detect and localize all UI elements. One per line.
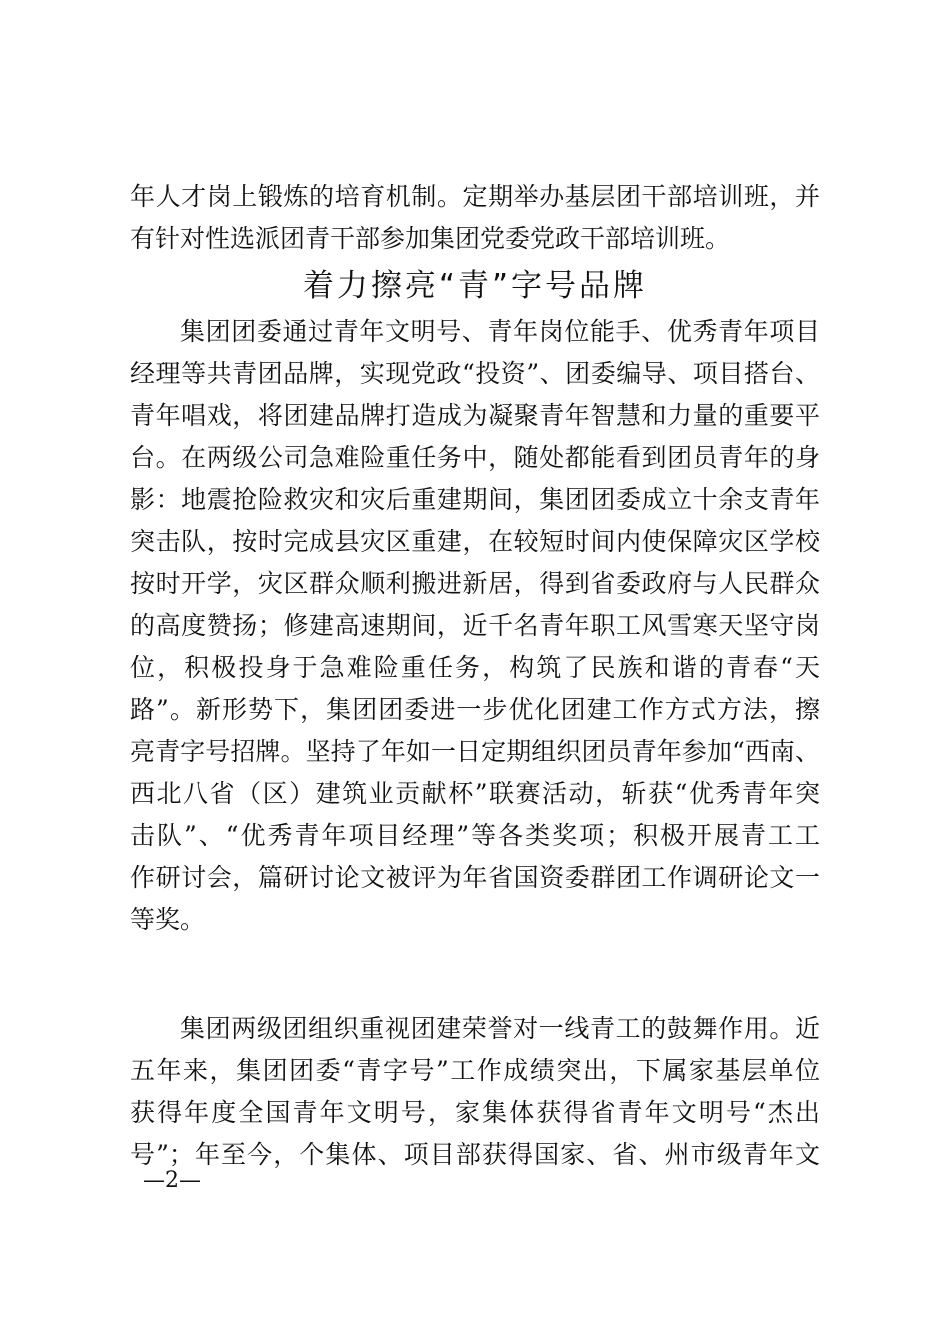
text-line: 击队”、“优秀青年项目经理”等各类奖项；积极开展青工工 xyxy=(130,821,820,850)
text-line: 经理等共青团品牌，实现党政“投资”、团委编导、项目搭台、 xyxy=(130,359,820,388)
text-line: 西北八省（区）建筑业贡献杯”联赛活动，斩获“优秀青年突 xyxy=(130,779,820,808)
text-line: 获得年度全国青年文明号，家集体获得省青年文明号“杰出 xyxy=(130,1098,820,1127)
text-line: 年人才岗上锻炼的培育机制。定期举办基层团干部培训班，并 xyxy=(130,182,820,211)
text-line: 突击队，按时完成县灾区重建，在较短时间内使保障灾区学校 xyxy=(130,527,820,556)
text-line: 路”。新形势下，集团团委进一步优化团建工作方式方法，擦 xyxy=(130,695,820,724)
section-heading: 着力擦亮“青”字号品牌 xyxy=(302,268,648,304)
text-line: 青年唱戏，将团建品牌打造成为凝聚青年智慧和力量的重要平 xyxy=(130,401,820,430)
text-line: 台。在两级公司急难险重任务中，随处都能看到团员青年的身 xyxy=(130,443,820,472)
text-line: 集团两级团组织重视团建荣誉对一线青工的鼓舞作用。近 xyxy=(180,1014,820,1043)
text-line: 亮青字号招牌。坚持了年如一日定期组织团员青年参加“西南、 xyxy=(130,737,820,766)
text-line: 作研讨会，篇研讨论文被评为年省国资委群团工作调研论文一 xyxy=(130,863,820,892)
text-line: 号”；年至今，个集体、项目部获得国家、省、州市级青年文 xyxy=(130,1140,820,1169)
text-line: 五年来，集团团委“青字号”工作成绩突出，下属家基层单位 xyxy=(130,1056,820,1085)
text-line: 有针对性选派团青干部参加集团党委党政干部培训班。 xyxy=(130,224,731,253)
text-line: 影：地震抢险救灾和灾后重建期间，集团团委成立十余支青年 xyxy=(130,485,820,514)
text-line: 的高度赞扬；修建高速期间，近千名青年职工风雪寒天坚守岗 xyxy=(130,611,820,640)
text-line: 集团团委通过青年文明号、青年岗位能手、优秀青年项目 xyxy=(180,317,820,346)
text-line: 位，积极投身于急难险重任务，构筑了民族和谐的青春“天 xyxy=(130,653,820,682)
text-line: 等奖。 xyxy=(130,905,206,934)
page-number: —2— xyxy=(143,1168,201,1193)
text-line: 按时开学，灾区群众顺利搬进新居，得到省委政府与人民群众 xyxy=(130,569,820,598)
